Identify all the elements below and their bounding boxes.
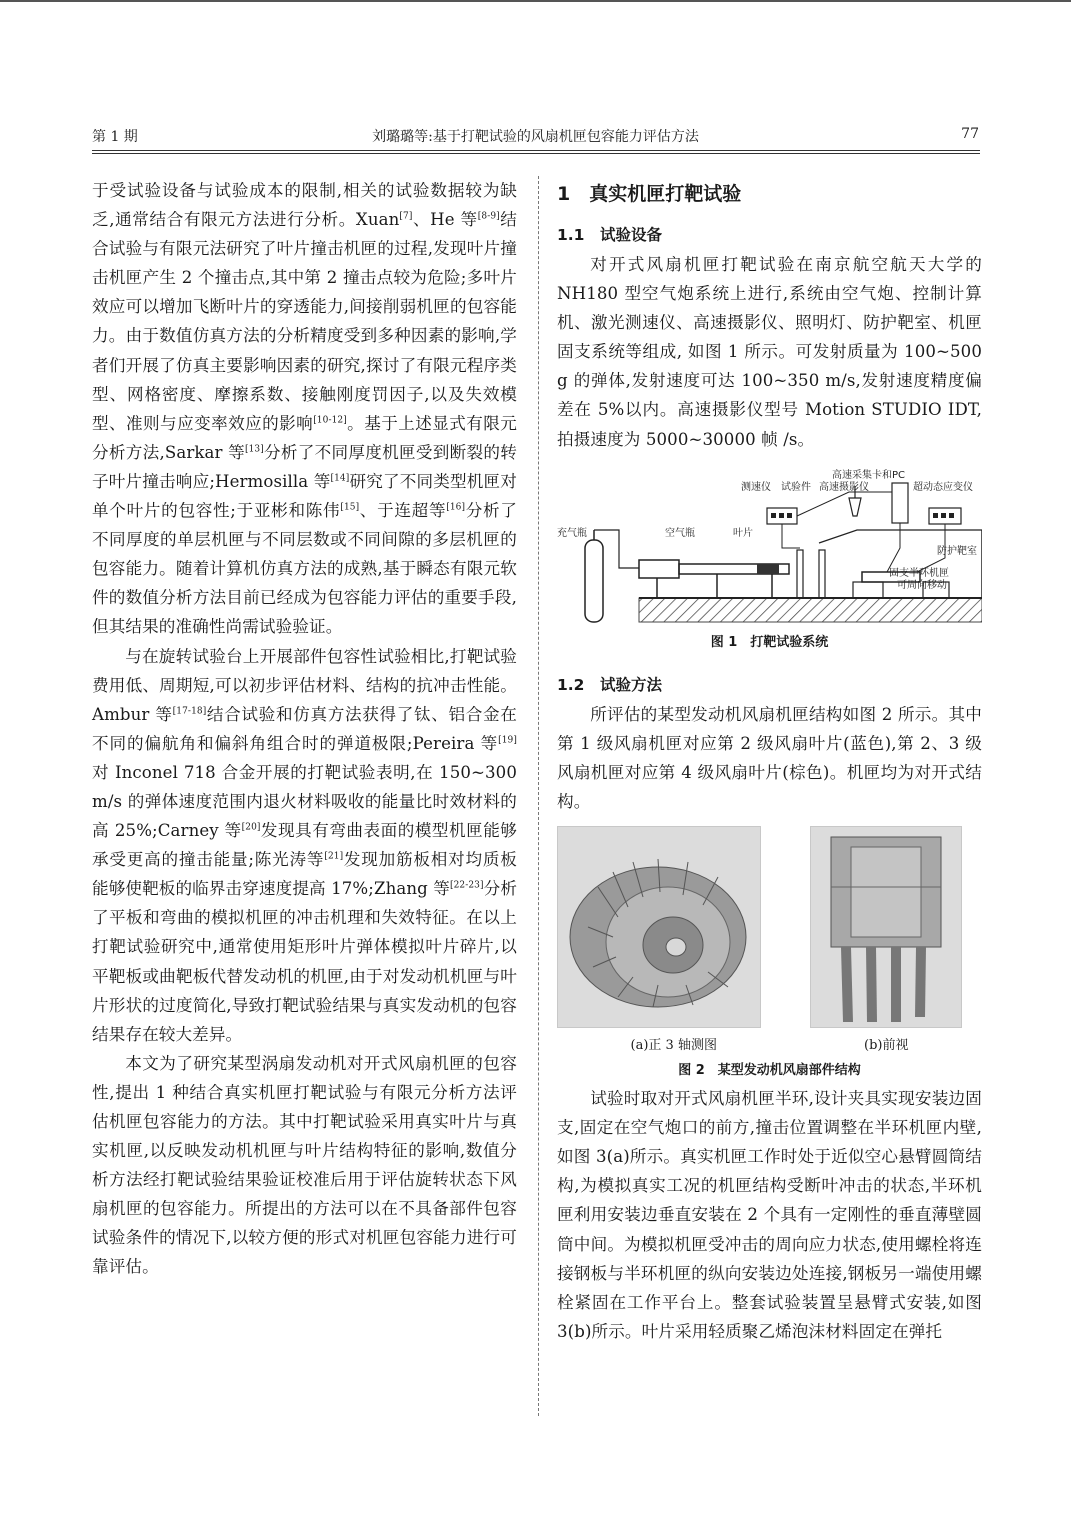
- paragraph-this-paper: 本文为了研究某型涡扇发动机对开式风扇机匣的包容性,提出 1 种结合真实机匣打靶试验与有限元分析方法评估机匣包容能力的方法。其中打靶试验采用真实叶片与真实机匣,以反映发动机机匣与叶片结构特征的影响,数值分析方法经打靶试验结果验证校准后用于评估旋转状态下风扇机匣的包容能力。所提出的方法可以在不具备部件包容试验条件的情况下,以较方便的形式对机匣包容能力进行可靠评估。: [92, 1053, 517, 1277]
- label-daq: 高速采集卡和PC: [832, 469, 906, 481]
- paragraph-test-setup: 试验时取对开式风扇机匣半环,设计夹具实现安装边固支,固定在空气炮口的前方,撞击位置调整在半环机匣内壁,如图 3(a)所示。真实机匣工作时处于近似空心悬臂圆筒结构,为模拟真实工况的机匣结构受断叶冲击的状态,半环机匣利用安装边垂直安装在 2 个具有一定刚性的垂直薄壁圆筒中间。为模拟机匣受冲击的周向应力状态,使用螺栓将连接钢板与半环机匣的纵向安装边处连接,钢板另一端使用螺栓紧固在工作平台上。整套试验装置呈悬臂式安装,如图 3(b)所示。叶片采用轻质聚乙烯泡沫材料固定在弹托: [557, 1089, 982, 1341]
- paragraph-method: 所评估的某型发动机风扇机匣结构如图 2 所示。其中第 1 级风扇机匣对应第 2 级风扇叶片(蓝色),第 2、3 级风扇机匣对应第 4 级风扇叶片(棕色)。机匣均为对开式结构。: [557, 704, 982, 811]
- citation: [15]: [340, 502, 360, 513]
- page-number: 77: [961, 126, 979, 142]
- citation: [21]: [324, 851, 344, 862]
- paragraph-target-tests: 与在旋转试验台上开展部件包容性试验相比,打靶试验费用低、周期短,可以初步评估材料、结构的抗冲击性能。Ambur 等[17-18]结合试验和仿真方法获得了钛、铝合金在不同的偏航角和偏斜角组合时的弹道极限;Pereira 等[19]对 Inconel 718 合金开展的打靶试验表明,在 150~300 m/s 的弹体速度范围内退火材料吸收的能量比时效材料的高 25%;Carney 等[20]发现具有弯曲表面的模型机匣能够承受更高的撞击能量;陈光涛等[21]发现加筋板相对均质板能够使靶板的临界击穿速度提高 17%;Zhang 等[22-23]分析了平板和弯曲的模拟机匣的冲击机理和失效特征。在以上打靶试验研究中,通常使用矩形叶片弹体模拟叶片碎片,以平靶板或曲靶板代替发动机的机匣,由于对发动机机匣与叶片形状的过度简化,导致打靶试验结果与真实发动机的包容结果存在较大差异。: [92, 646, 518, 1044]
- citation: [20]: [241, 822, 261, 833]
- issue-number: 第 1 期: [92, 129, 138, 145]
- label-gas-bottle: 充气瓶: [557, 527, 587, 539]
- subsection-title-method: 1.2 试验方法: [557, 675, 662, 694]
- column-divider: [538, 176, 539, 1416]
- label-velocimeter: 测速仪: [741, 481, 771, 493]
- paragraph-continued: 于受试验设备与试验成本的限制,相关的试验数据较为缺乏,通常结合有限元方法进行分析。Xuan[7]、He 等[8-9]结合试验与有限元法研究了叶片撞击机匣的过程,发现叶片撞击机匣产生 2 个撞击点,其中第 2 撞击点较为危险;多叶片效应可以增加飞断叶片的穿透能力,间接削弱机匣的包容能力。由于数值仿真方法的分析精度受到多种因素的影响,学者们开展了仿真主要影响因素的研究,探讨了有限元程序类型、网格密度、摩擦系数、接触刚度罚因子,以及失效模型、准则与应变率效应的影响[10-12]。基于上述显式有限元分析方法,Sarkar 等[13]分析了不同厚度机匣受到断裂的转子叶片撞击响应;Hermosilla 等[14]研究了不同类型机匣对单个叶片的包容性;于亚彬和陈伟[15]、于连超等[16]分析了不同厚度的单层机匣与不同层数或不同间隙的多层机匣的包容能力。随着计算机仿真方法的成熟,基于瞬态有限元软件的数值分析方法目前已经成为包容能力评估的重要手段,但其结果的准确性尚需试验验证。: [92, 181, 517, 637]
- subcaption-a: (a)正 3 轴测图: [630, 1038, 717, 1054]
- fan-front-image: [810, 826, 962, 1028]
- fan-front-drawing: [811, 827, 961, 1027]
- citation: [14]: [330, 473, 350, 484]
- citation: [22-23]: [449, 880, 484, 891]
- subsection-title-equipment: 1.1 试验设备: [557, 226, 662, 244]
- label-test-piece: 试验件: [781, 481, 811, 493]
- header-rule-lower: [92, 153, 980, 154]
- label-strain-gauge: 超动态应变仪: [913, 481, 973, 493]
- fan-isometric-image: [557, 826, 761, 1028]
- section-title: 1 真实机匣打靶试验: [557, 183, 742, 205]
- label-fixture-move: 可周向移动: [897, 579, 947, 591]
- right-column: [557, 176, 982, 1346]
- figure-2-caption: 图 2 某型发动机风扇部件结构: [678, 1063, 861, 1079]
- label-air-bottle: 空气瓶: [665, 527, 695, 539]
- figure-2-subcaptions: [557, 1034, 982, 1058]
- citation: [10-12]: [313, 415, 347, 426]
- label-camera: 高速摄影仪: [819, 481, 869, 493]
- figure-2-images: [557, 826, 982, 1028]
- fan-isometric-drawing: [558, 827, 760, 1027]
- figure-1-diagram: [557, 468, 982, 628]
- label-blade: 叶片: [733, 527, 753, 539]
- paragraph-equipment: 对开式风扇机匣打靶试验在南京航空航天大学的 NH180 型空气炮系统上进行,系统由空气炮、控制计算机、激光测速仪、高速摄影仪、照明灯、防护靶室、机匣固支系统等组成, 如图 1 所示。可发射质量为 100~500 g 的弹体,发射速度可达 100~350 m/s,发射速度精度偏差在 5%以内。高速摄影仪型号 Motion STUDIO IDT,拍摄速度为 5000~30000 帧 /s。: [557, 255, 982, 449]
- header-rule: [92, 150, 980, 151]
- citation: [16]: [446, 502, 466, 513]
- top-border: [0, 0, 1071, 2]
- citation: [17-18]: [172, 706, 207, 717]
- left-column: [92, 176, 517, 1282]
- label-chamber: 防护靶室: [937, 545, 977, 557]
- subcaption-b: (b)前视: [864, 1038, 909, 1054]
- citation: [7]: [399, 211, 413, 222]
- citation: [13]: [244, 444, 264, 455]
- citation: [8-9]: [477, 211, 500, 222]
- running-title: 刘璐璐等:基于打靶试验的风扇机匣包容能力评估方法: [372, 129, 699, 145]
- figure-1-caption: 图 1 打靶试验系统: [710, 634, 829, 650]
- label-fixture: 固支半环机匣: [889, 567, 949, 579]
- citation: [19]: [498, 735, 517, 746]
